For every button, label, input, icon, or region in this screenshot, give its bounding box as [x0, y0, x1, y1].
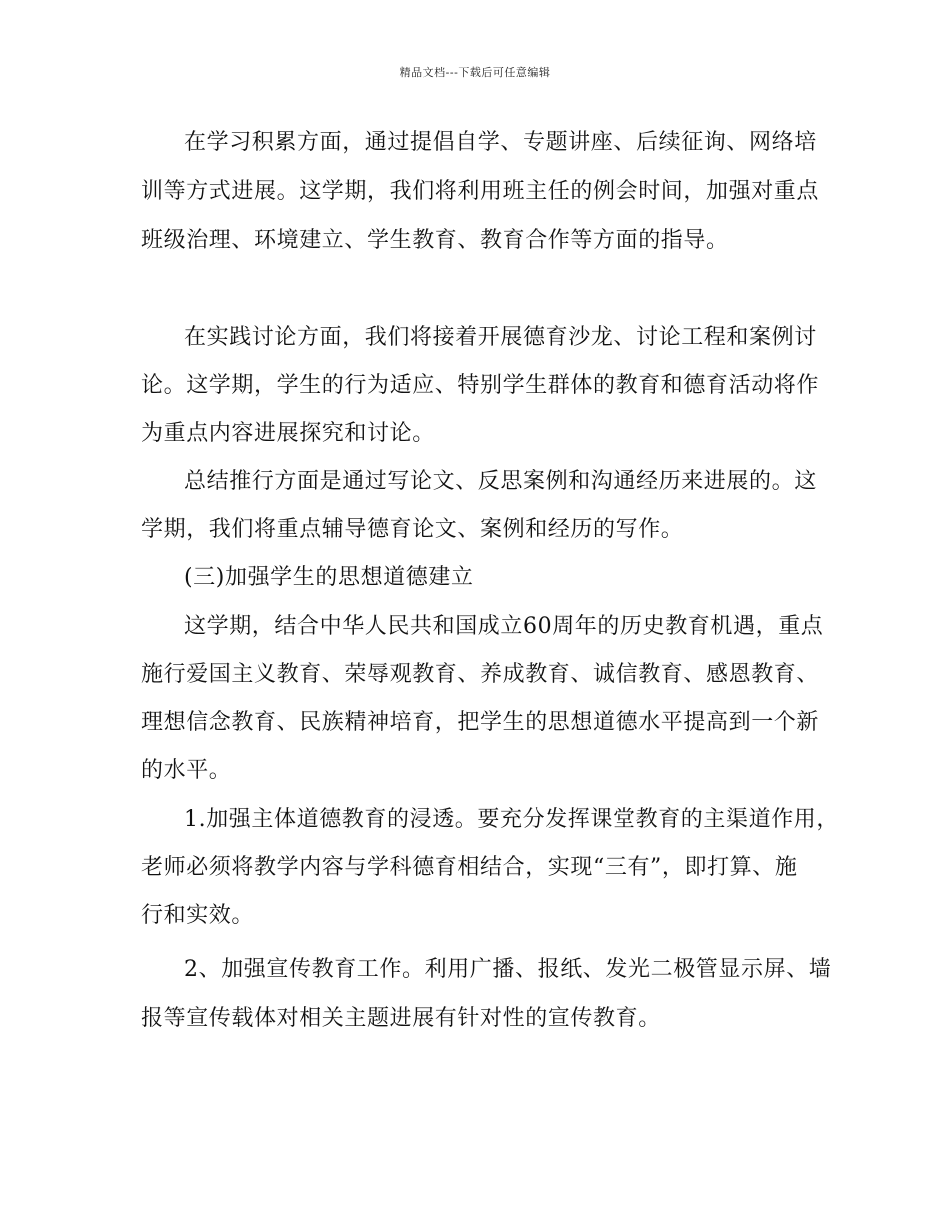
paragraph-line: 的水平。	[141, 758, 232, 783]
paragraph-line: 这学期，结合中华人民共和国成立60周年的历史教育机遇，重点	[184, 614, 824, 639]
page-header: 精品文档---下载后可任意编辑	[399, 66, 551, 79]
paragraph-line: 学期，我们将重点辅导德育论文、案例和经历的写作。	[141, 517, 684, 542]
paragraph-line: 2、加强宣传教育工作。利用广播、报纸、发光二极管显示屏、墙	[184, 957, 832, 982]
paragraph-line: 为重点内容进展探究和讨论。	[141, 421, 435, 446]
paragraph-line: 论。这学期，学生的行为适应、特别学生群体的教育和德育活动将作	[141, 373, 820, 398]
paragraph-line: 1.加强主体道德教育的浸透。要充分发挥课堂教育的主渠道作用，	[184, 807, 839, 832]
paragraph-line: 班级治理、环境建立、学生教育、教育合作等方面的指导。	[141, 228, 729, 253]
paragraph-line: 行和实效。	[141, 903, 255, 928]
paragraph-line: 老师必须将教学内容与学科德育相结合，实现“三有”，即打算、施	[141, 855, 798, 880]
paragraph-line: 训等方式进展。这学期，我们将利用班主任的例会时间，加强对重点	[141, 179, 820, 204]
paragraph-line: 报等宣传载体对相关主题进展有针对性的宣传教育。	[141, 1006, 661, 1031]
paragraph-line: 总结推行方面是通过写论文、反思案例和沟通经历来进展的。这	[184, 469, 817, 494]
paragraph-line: 理想信念教育、民族精神培育，把学生的思想道德水平提高到一个新	[141, 710, 820, 735]
section-heading: (三)加强学生的思想道德建立	[184, 565, 474, 590]
paragraph-line: 在实践讨论方面，我们将接着开展德育沙龙、讨论工程和案例讨	[184, 325, 817, 350]
paragraph-line: 在学习积累方面，通过提倡自学、专题讲座、后续征询、网络培	[184, 130, 817, 155]
paragraph-line: 施行爱国主义教育、荣辱观教育、养成教育、诚信教育、感恩教育、	[141, 662, 820, 687]
